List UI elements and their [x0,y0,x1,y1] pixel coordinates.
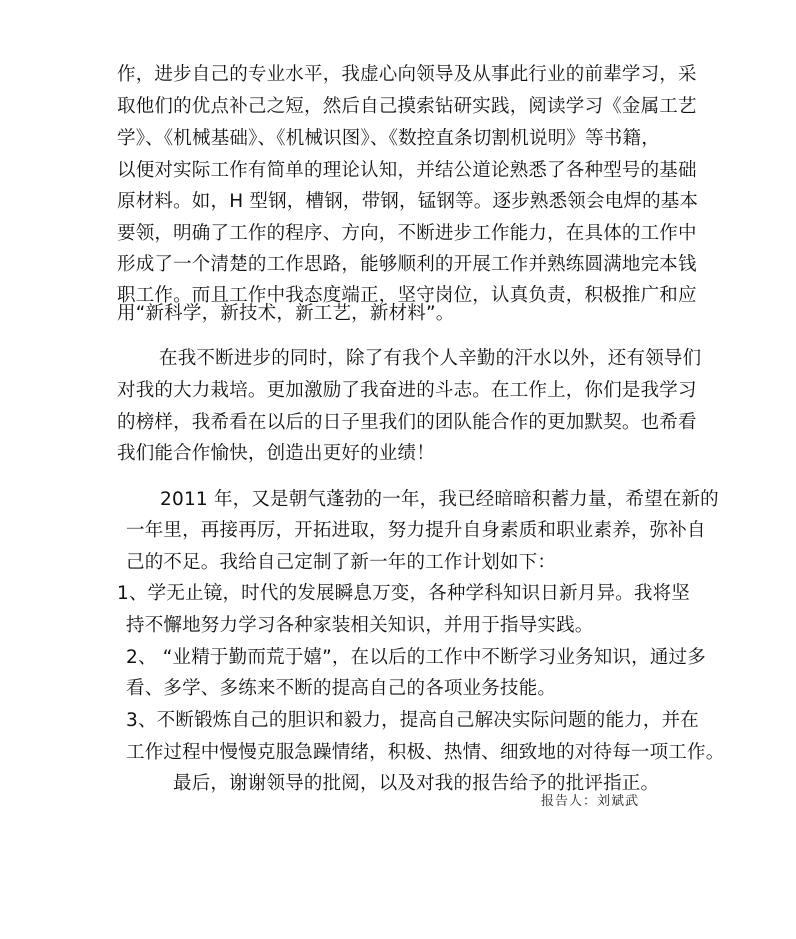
plan-item-2-cont: 看、多学、多练来不断的提高自己的各项业务技能。 [126,678,557,699]
plan-item-2: 2、 “业精于勤而荒于嬉”，在以后的工作中不断学习业务知识，通过多 [126,647,706,668]
text-line: 在我不断进步的同时，除了有我个人辛勤的汗水以外，还有领导们 [159,348,702,369]
plan-item-3-cont: 工作过程中慢慢克服急躁情绪，积极、热情、细致地的对待每一项工作。 [126,742,725,763]
text-line: 对我的大力栽培。更加激励了我奋进的斗志。在工作上，你们是我学习 [117,380,697,401]
text-line: 职工作。而且工作中我态度端正，坚守岗位，认真负责，积极推广和应 [117,285,697,306]
plan-item-1-cont: 持不懈地努力学习各种家装相关知识，并用于指导实践。 [126,615,594,636]
text-line: 以便对实际工作有简单的理论认知，并结公道论熟悉了各种型号的基础 [117,160,697,181]
text-line: 用“新科学，新技术，新工艺，新材料”。 [117,303,455,324]
text-line: 学》、《机械基础》、《机械识图》、《数控直条切割机说明》等书籍， [117,128,660,149]
text-line: 取他们的优点补己之短，然后自己摸索钻研实践，阅读学习《金属工艺 [117,96,697,117]
text-line: 一年里，再接再厉，开拓进取，努力提升自身素质和职业素养，弥补自 [126,520,706,541]
text-line: 形成了一个清楚的工作思路，能够顺利的开展工作并熟练圆满地完本钱 [117,254,697,275]
text-line: 原材料。如，H 型钢，槽钢，带钢，锰钢等。逐步熟悉领会电焊的基本 [117,191,699,212]
text-line: 的榜样，我希看在以后的日子里我们的团队能合作的更加默契。也希看 [117,412,697,433]
text-line: 2011 年，又是朝气蓬勃的一年，我已经暗暗积蓄力量，希望在新的 [160,489,719,510]
plan-item-1: 1、学无止镜，时代的发展瞬息万变，各种学科知识日新月异。我将坚 [117,583,690,604]
text-line: 要领，明确了工作的程序、方向，不断进步工作能力，在具体的工作中 [117,223,697,244]
closing-remark: 最后，谢谢领导的批阅，以及对我的报告给予的批评指正。 [173,773,660,794]
plan-item-3: 3、不断锻炼自己的胆识和毅力，提高自己解决实际问题的能力，并在 [126,710,699,731]
text-line: 作，进步自己的专业水平，我虚心向领导及从事此行业的前辈学习，采 [117,64,697,85]
signature: 报告人：刘斌武 [541,794,640,809]
text-line: 我们能合作愉快，创造出更好的业绩！ [117,443,435,464]
text-line: 己的不足。我给自己定制了新一年的工作计划如下： [126,552,557,573]
